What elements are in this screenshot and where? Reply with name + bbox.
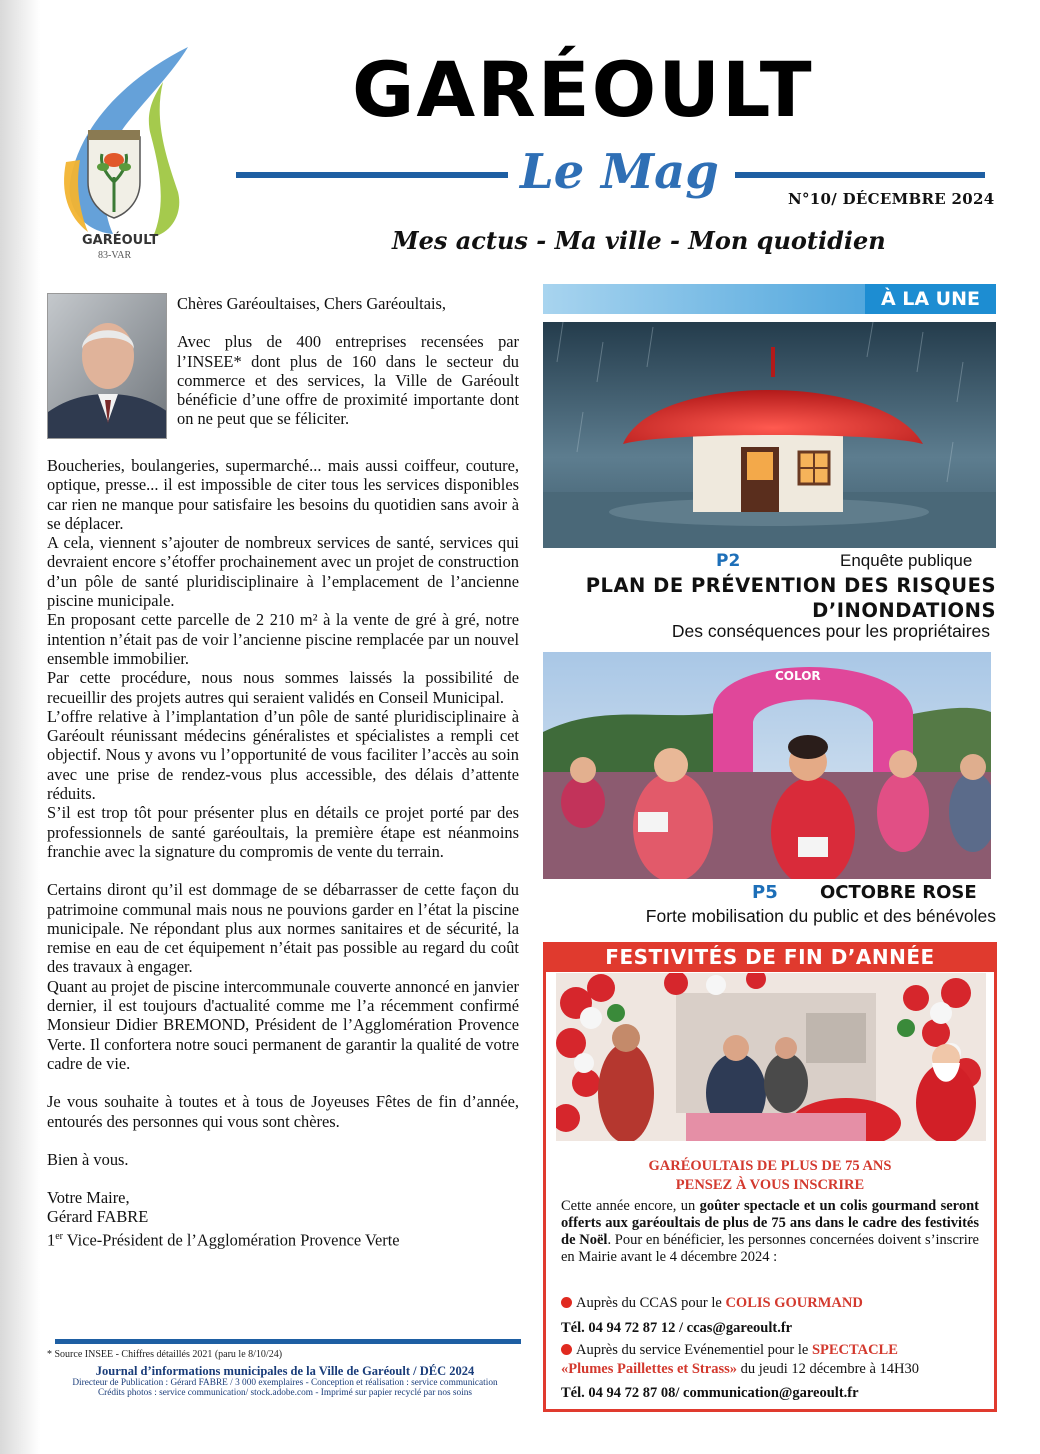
signature-line: Votre Maire, [47,1188,130,1208]
paragraph: En proposant cette parcelle de 2 210 m² à la vente de gré à gré, notre intention n’était pas de voir l’ancienne piscine remplacée par un nouvel ensemble immobilier. [47,610,519,668]
page-tag-p5: P5 [752,882,778,903]
ordinal: 1 [47,1230,56,1250]
editorial-intro [177,294,519,429]
paragraph: L’offre relative à l’implantation d’un pôle de santé pluridisciplinaire à Garéoult réunissant médecins généralistes et spécialistes a rempli cet objectif. Nous y avons vu l’opportunité de vous faciliter l’accès au soin avec une prise de rendez-vous plus accessible, des délais d’attente réduits. [47,706,519,804]
logo-region: 83-VAR [98,250,132,261]
bullet-evenementiel [561,1342,898,1359]
footer-rule [55,1339,521,1344]
mayor-portrait [47,293,167,439]
red-bullet-icon [561,1297,572,1308]
greeting: Chères Garéoultaises, Chers Garéoultais, [177,294,446,313]
festivities-text [561,1198,979,1266]
article1-title [560,573,996,623]
red-bullet-icon [561,1344,572,1355]
spectacle-line [561,1361,919,1378]
article2-description: Forte mobilisation du public et des bénévoles [645,906,996,926]
une-label: À LA UNE [865,284,996,314]
article1-title-line: PLAN DE PRÉVENTION DES RISQUES [585,574,996,597]
signature-role: Vice-Président de l’Agglomération Provence Verte [66,1230,400,1250]
paragraph: S’il est trop tôt pour présenter plus en détails ce projet porté par des professionnels de santé garéoultais, la première étape est néanmoins franchie avec la signature du compromis de vente du terrain. [47,803,519,861]
fest-text-part: . Pour en bénéficier, les personnes concernées doivent s’inscrire en Mairie avant le 4 décembre 2024 : [561,1232,979,1265]
bullet-ccas [561,1295,863,1312]
title-rule-left [236,172,508,178]
paragraph: Quant au projet de piscine intercommunale couverte annoncé en janvier dernier, il est toujours d'actualité comme me l’a récemment confirmé Monsieur Didier BREMOND, Président de l’Agglomération Provence Verte. Il confortera notre souci permanent de garantir la qualité de votre cadre de vie. [47,976,519,1073]
festivities-title [546,1157,994,1195]
octobre-rose-march-image [543,652,991,879]
paragraph: Par cette procédure, nous nous sommes laissés la possibilité de recueillir des projets autres qui seraient validés en Conseil Municipal. [47,668,519,707]
closing: Bien à vous. [47,1149,129,1169]
signature-name: Gérard FABRE [47,1207,149,1227]
credits-line: Directeur de Publication : Gérard FABRE / 3 000 exemplaires - Conception et réalisation : service communication [72,1378,498,1388]
ordinal-suffix: er [55,1230,63,1242]
article1-description: Des conséquences pour les propriétaires [671,621,990,641]
festivities-header: FESTIVITÉS DE FIN D’ANNÉE [543,942,997,972]
logo-name: GARÉOULT [82,233,159,248]
spectacle-name: «Plumes Paillettes et Strass» [561,1361,737,1377]
title-rule-right [735,172,985,178]
journal-line: Journal d’informations municipales de la Ville de Garéoult / DÉC 2024 [95,1364,475,1378]
paragraph: Boucheries, boulangeries, supermarché... mais aussi coiffeur, couture, optique, presse... il est impossible de citer tous les services disponibles car rien ne manque pour satisfaire les besoins du quotidien sans avoir à se déplacer. [47,456,519,533]
festivities-title-line: PENSEZ À VOUS INSCRIRE [675,1177,865,1193]
article1-kicker: Enquête publique [840,551,973,570]
fest-text-bold: goûter spectacle et un colis gourmand seront offerts aux garéoultais de plus de 75 ans dans le cadre des festivités de Noël [561,1198,979,1248]
christmas-stand-image [556,973,986,1141]
spectacle-date: du jeudi 12 décembre à 14H30 [736,1361,919,1377]
magazine-title: GARÉOULT [352,45,814,134]
credits-line: Crédits photos : service communication/ stock.adobe.com - Imprimé sur papier recyclé par nos soins [97,1388,473,1398]
paragraph: Certains diront qu’il est dommage de se débarrasser de cette façon du patrimoine communal mais nous ne pouvions garder en l’état la piscine municipale. Ne répondant plus aux normes sanitaires et de sécurité, la remise en eau de cet équipement n’était pas possible au regard du coût des travaux à engager. [47,880,519,977]
article2-title: OCTOBRE ROSE [820,882,977,903]
footnote: * Source INSEE - Chiffres détaillés 2021 (paru le 8/10/24) [47,1349,283,1360]
article1-title-line: D’INONDATIONS [812,599,996,622]
page-tag-p2: P2 [716,551,741,571]
issue-number: N°10/ DÉCEMBRE 2024 [788,190,995,208]
tagline: Mes actus - Ma ville - Mon quotidien [392,226,886,255]
ccas-contact: Tél. 04 94 72 87 12 / ccas@gareoult.fr [561,1320,793,1336]
arch-text: COLOR [775,669,821,683]
flood-umbrella-house-image [543,322,996,548]
communication-contact: Tél. 04 94 72 87 08/ communication@gareoult.fr [561,1385,859,1401]
paragraph: A cela, viennent s’ajouter de nombreux services de santé, services qui devraient encore s’étoffer prochainement avec un projet de construction d’un pôle de santé pluridisciplinaire à l’emplacement de l’ancienne piscine municipale. [47,533,519,611]
signature-title [47,1227,519,1250]
bullet-highlight: SPECTACLE [811,1342,898,1358]
credits [47,1378,523,1398]
page-edge-shadow [0,0,40,1454]
editorial-body [47,456,519,1249]
magazine-subtitle: Le Mag [520,144,719,200]
paragraph: Je vous souhaite à toutes et à tous de Joyeuses Fêtes de fin d’année, entourés des personnes qui vous sont chères. [47,1092,519,1131]
intro-paragraph: Avec plus de 400 entreprises recensées par l’INSEE* dont plus de 160 dans le secteur du commerce et des services, la Ville de Garéoult bénéficie d’une offre de proximité importante dont on ne peut que se féliciter. [177,332,519,429]
festivities-title-line: GARÉOULTAIS DE PLUS DE 75 ANS [648,1158,892,1174]
bullet-text: Auprès du CCAS pour le [576,1295,726,1311]
une-banner [543,284,996,314]
bullet-text: Auprès du service Evénementiel pour le [576,1342,812,1358]
fest-text-part: Cette année encore, un [561,1198,700,1214]
bullet-highlight: COLIS GOURMAND [725,1295,863,1311]
